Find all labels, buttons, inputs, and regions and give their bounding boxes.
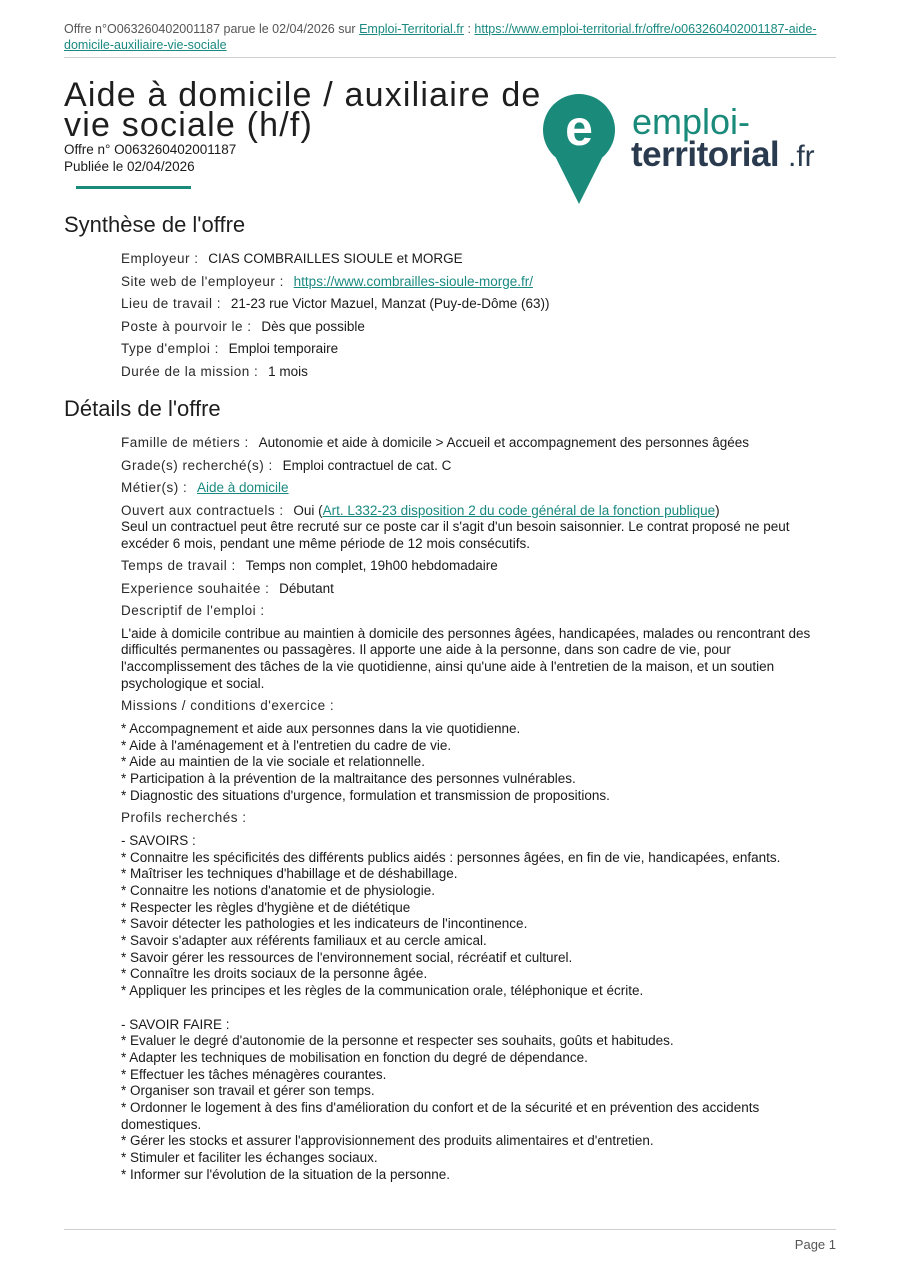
poste-value: Dès que possible <box>261 318 365 334</box>
logo-suffix: .fr <box>788 140 815 173</box>
type-value: Emploi temporaire <box>228 341 339 356</box>
missions-list <box>121 721 826 805</box>
contractuels-value: Oui ( <box>293 502 323 518</box>
offer-url-link[interactable]: https://www.emploi-territorial.fr/offre/o063260402001187-aide-domicile-auxiliaire-vie-sociale <box>64 22 817 52</box>
grade-row <box>121 458 826 475</box>
contractuels-note: Seul un contractuel peut être recruté sur ce poste car il s'agit d'un besoin saisonnier. Le contrat proposé ne peut excéder 6 mois, pendant une même période de 12 mois consécutifs. <box>121 519 790 551</box>
synthese-block <box>121 251 826 386</box>
list-item: * Connaitre les spécificités des différents publics aidés : personnes âgées, en fin de vie, handicapées, enfants. <box>121 849 781 865</box>
list-item: * Stimuler et faciliter les échanges sociaux. <box>121 1150 378 1166</box>
logo-letter: e <box>565 100 593 156</box>
list-item: * Savoir s'adapter aux référents familiaux et au cercle amical. <box>121 933 487 949</box>
bottom-divider <box>64 1229 836 1230</box>
list-item: * Gérer les stocks et assurer l'approvisionnement des produits alimentaires et d'entretien. <box>121 1133 654 1149</box>
list-spacer <box>121 1000 826 1017</box>
temps-value: Temps non complet, 19h00 hebdomadaire <box>245 558 498 573</box>
famille-value: Autonomie et aide à domicile > Accueil et accompagnement des personnes âgées <box>258 435 749 450</box>
temps-row <box>121 558 826 575</box>
published-date: Publiée le 02/04/2026 <box>64 159 195 174</box>
source-line-text: Offre n°O063260402001187 parue le 02/04/2026 sur <box>64 22 356 36</box>
source-separator: : <box>467 22 471 36</box>
famille-row <box>121 435 826 452</box>
metier-label: Métier(s) : <box>121 480 188 495</box>
poste-row <box>121 319 826 336</box>
employer-site-link[interactable]: https://www.combrailles-sioule-morge.fr/ <box>293 273 533 289</box>
duree-label: Durée de la mission : <box>121 363 259 379</box>
temps-label: Temps de travail : <box>121 558 236 573</box>
list-item: * Ordonner le logement à des fins d'amélioration du confort et de la sécurité et en prévention des accidents domestiques. <box>121 1100 760 1132</box>
details-heading: Détails de l'offre <box>64 396 221 421</box>
experience-row <box>121 581 826 598</box>
list-item: * Accompagnement et aide aux personnes dans la vie quotidienne. <box>121 720 521 736</box>
list-item: * Diagnostic des situations d'urgence, formulation et transmission de propositions. <box>121 787 610 803</box>
missions-label: Missions / conditions d'exercice : <box>121 698 335 714</box>
list-item: * Evaluer le degré d'autonomie de la personne et respecter ses souhaits, goûts et habitudes. <box>121 1033 674 1049</box>
synthese-heading: Synthèse de l'offre <box>64 212 246 237</box>
descriptif-label: Descriptif de l'emploi : <box>121 603 265 618</box>
site-label: Site web de l'employeur : <box>121 273 284 289</box>
list-item: * Adapter les techniques de mobilisation en fonction du degré de dépendance. <box>121 1049 588 1065</box>
title-accent-bar <box>76 186 191 189</box>
site-link[interactable]: Emploi-Territorial.fr <box>359 22 464 36</box>
list-item: * Appliquer les principes et les règles de la communication orale, téléphonique et écrite. <box>121 983 644 999</box>
list-item: * Respecter les règles d'hygiène et de diététique <box>121 899 411 915</box>
top-divider <box>64 57 836 58</box>
grade-label: Grade(s) recherché(s) : <box>121 457 273 473</box>
employeur-row <box>121 251 826 268</box>
profils-list <box>121 833 826 1184</box>
type-label: Type d'emploi : <box>121 341 219 356</box>
site-row <box>121 274 826 291</box>
metier-row <box>121 480 826 497</box>
list-item: * Effectuer les tâches ménagères courantes. <box>121 1066 387 1082</box>
contractuels-label: Ouvert aux contractuels : <box>121 502 284 518</box>
grade-value: Emploi contractuel de cat. C <box>282 457 452 473</box>
duree-row <box>121 364 826 381</box>
lieu-row <box>121 296 826 313</box>
experience-label: Experience souhaitée : <box>121 580 270 596</box>
savoir-faire-title: - SAVOIR FAIRE : <box>121 1016 230 1032</box>
famille-label: Famille de métiers : <box>121 435 249 450</box>
list-item: * Participation à la prévention de la maltraitance des personnes vulnérables. <box>121 770 576 786</box>
list-item: * Maîtriser les techniques d'habillage et de déshabillage. <box>121 866 458 882</box>
list-item: * Informer sur l'évolution de la situation de la personne. <box>121 1166 451 1182</box>
metier-link[interactable]: Aide à domicile <box>197 480 289 495</box>
pin-icon <box>543 94 615 204</box>
list-item: * Aide au maintien de la vie sociale et relationnelle. <box>121 754 425 770</box>
profils-label: Profils recherchés : <box>121 810 247 826</box>
contractuels-close: ) <box>715 502 720 518</box>
list-item: * Connaitre les notions d'anatomie et de physiologie. <box>121 882 436 898</box>
logo-word-emploi: emploi- <box>632 101 751 142</box>
contractuels-row <box>121 503 826 553</box>
list-item: * Aide à l'aménagement et à l'entretien du cadre de vie. <box>121 737 452 753</box>
logo-word-territorial: territorial <box>631 135 780 174</box>
employeur-value: CIAS COMBRAILLES SIOULE et MORGE <box>208 251 463 266</box>
page-title: Aide à domicile / auxiliaire de vie sociale (h/f) <box>64 76 542 144</box>
savoirs-title: - SAVOIRS : <box>121 832 196 848</box>
page-number: Page 1 <box>794 1237 836 1252</box>
list-item: * Connaître les droits sociaux de la personne âgée. <box>121 966 428 982</box>
details-block <box>121 435 826 1190</box>
list-item: * Savoir détecter les pathologies et les indicateurs de l'incontinence. <box>121 916 528 932</box>
experience-value: Débutant <box>279 580 334 596</box>
descriptif-text: L'aide à domicile contribue au maintien à domicile des personnes âgées, handicapées, malades ou rencontrant des difficultés permanentes ou passagères. Il apporte une aide à la personne, dans son cadre de vie, pour l'accomplissement des tâches de la vie quotidienne, ainsi qu'une aide à l'entretien de la maison, et un soutien psychologique et social. <box>121 625 811 691</box>
poste-label: Poste à pourvoir le : <box>121 318 252 334</box>
list-item: * Savoir gérer les ressources de l'environnement social, récréatif et culturel. <box>121 949 573 965</box>
lieu-label: Lieu de travail : <box>121 296 222 311</box>
emploi-territorial-logo <box>540 92 830 208</box>
employeur-label: Employeur : <box>121 251 199 266</box>
list-item: * Organiser son travail et gérer son temps. <box>121 1083 375 1099</box>
lieu-value: 21-23 rue Victor Mazuel, Manzat (Puy-de-Dôme (63)) <box>230 296 550 311</box>
duree-value: 1 mois <box>268 363 308 379</box>
offer-number: Offre n° O063260402001187 <box>64 142 237 157</box>
type-row <box>121 341 826 358</box>
source-line <box>64 21 836 53</box>
article-link[interactable]: Art. L332-23 disposition 2 du code général de la fonction publique <box>322 502 716 518</box>
